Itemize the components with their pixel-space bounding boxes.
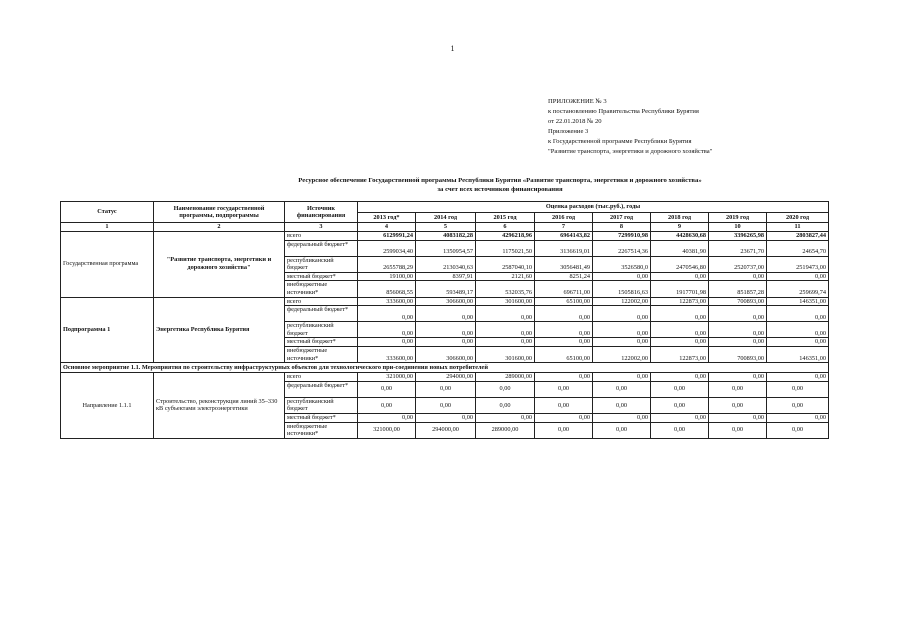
table-row bbox=[61, 232, 829, 241]
value-cell: 0,00 bbox=[358, 322, 416, 338]
value-cell: 294000,00 bbox=[416, 373, 476, 382]
title-line: Ресурсное обеспечение Государственной программы Республики Бурятия «Развитие транспорта, энергетики и дорожного хозяйства» bbox=[298, 177, 702, 184]
value-cell: 0,00 bbox=[476, 381, 535, 397]
value-cell: 259699,74 bbox=[767, 281, 829, 297]
value-cell: 0,00 bbox=[651, 373, 709, 382]
column-number: 1 bbox=[61, 223, 154, 232]
value-cell: 1175021,50 bbox=[476, 240, 535, 256]
column-number: 5 bbox=[416, 223, 476, 232]
row-status: Направление 1.1.1 bbox=[61, 373, 154, 439]
value-cell: 24654,70 bbox=[767, 240, 829, 256]
column-number: 6 bbox=[476, 223, 535, 232]
value-cell: 0,00 bbox=[535, 381, 593, 397]
row-status: Подпрограмма 1 bbox=[61, 297, 154, 363]
table-row bbox=[61, 297, 829, 306]
value-cell: 3136619,01 bbox=[535, 240, 593, 256]
value-cell: 851857,28 bbox=[709, 281, 767, 297]
value-cell: 700893,00 bbox=[709, 346, 767, 362]
value-cell: 8397,91 bbox=[416, 272, 476, 281]
value-cell: 0,00 bbox=[709, 272, 767, 281]
appendix-line: Приложение 3 bbox=[548, 128, 589, 136]
value-cell: 0,00 bbox=[767, 381, 829, 397]
value-cell: 0,00 bbox=[416, 338, 476, 347]
funding-source: внебюджетные источники* bbox=[285, 281, 358, 297]
value-cell: 23671,70 bbox=[709, 240, 767, 256]
value-cell: 0,00 bbox=[767, 397, 829, 413]
header-year: 2017 год bbox=[593, 213, 651, 223]
value-cell: 2599034,40 bbox=[358, 240, 416, 256]
column-number: 4 bbox=[358, 223, 416, 232]
appendix-line: от 22.01.2018 № 20 bbox=[548, 118, 602, 126]
value-cell: 2587040,10 bbox=[476, 256, 535, 272]
value-cell: 289000,00 bbox=[476, 373, 535, 382]
main-activity-row bbox=[61, 363, 829, 373]
header-year: 2015 год bbox=[476, 213, 535, 223]
value-cell: 0,00 bbox=[476, 338, 535, 347]
header-year: 2020 год bbox=[767, 213, 829, 223]
value-cell: 6964143,82 bbox=[535, 232, 593, 241]
value-cell: 0,00 bbox=[709, 422, 767, 438]
value-cell: 700893,00 bbox=[709, 297, 767, 306]
appendix-line: "Развитие транспорта, энергетики и дорожного хозяйства" bbox=[548, 148, 713, 156]
value-cell: 2267514,36 bbox=[593, 240, 651, 256]
value-cell: 146351,00 bbox=[767, 297, 829, 306]
value-cell: 2121,60 bbox=[476, 272, 535, 281]
funding-source: местный бюджет* bbox=[285, 413, 358, 422]
header-year: 2018 год bbox=[651, 213, 709, 223]
value-cell: 0,00 bbox=[767, 306, 829, 322]
value-cell: 65100,00 bbox=[535, 346, 593, 362]
value-cell: 0,00 bbox=[416, 413, 476, 422]
value-cell: 0,00 bbox=[593, 306, 651, 322]
value-cell: 0,00 bbox=[767, 338, 829, 347]
value-cell: 4296218,96 bbox=[476, 232, 535, 241]
column-number: 8 bbox=[593, 223, 651, 232]
document-title bbox=[0, 176, 905, 194]
value-cell: 0,00 bbox=[476, 397, 535, 413]
value-cell: 1350954,57 bbox=[416, 240, 476, 256]
value-cell: 0,00 bbox=[416, 397, 476, 413]
value-cell: 0,00 bbox=[709, 306, 767, 322]
value-cell: 301600,00 bbox=[476, 297, 535, 306]
value-cell: 306600,00 bbox=[416, 346, 476, 362]
value-cell: 333600,00 bbox=[358, 346, 416, 362]
table-row bbox=[61, 373, 829, 382]
value-cell: 4083182,28 bbox=[416, 232, 476, 241]
value-cell: 0,00 bbox=[651, 381, 709, 397]
value-cell: 0,00 bbox=[593, 381, 651, 397]
value-cell: 593489,17 bbox=[416, 281, 476, 297]
funding-source: местный бюджет* bbox=[285, 338, 358, 347]
row-status: Государственная программа bbox=[61, 232, 154, 298]
column-number: 3 bbox=[285, 223, 358, 232]
value-cell: 0,00 bbox=[416, 381, 476, 397]
value-cell: 0,00 bbox=[593, 272, 651, 281]
value-cell: 289000,00 bbox=[476, 422, 535, 438]
value-cell: 3396265,98 bbox=[709, 232, 767, 241]
column-number: 11 bbox=[767, 223, 829, 232]
value-cell: 0,00 bbox=[767, 413, 829, 422]
value-cell: 0,00 bbox=[767, 322, 829, 338]
value-cell: 0,00 bbox=[593, 422, 651, 438]
funding-source: местный бюджет* bbox=[285, 272, 358, 281]
value-cell: 0,00 bbox=[767, 422, 829, 438]
funding-source: федеральный бюджет* bbox=[285, 306, 358, 322]
value-cell: 0,00 bbox=[535, 422, 593, 438]
value-cell: 0,00 bbox=[709, 373, 767, 382]
value-cell: 0,00 bbox=[767, 272, 829, 281]
value-cell: 40381,90 bbox=[651, 240, 709, 256]
column-number: 7 bbox=[535, 223, 593, 232]
value-cell: 122873,00 bbox=[651, 346, 709, 362]
funding-source: внебюджетные источники* bbox=[285, 346, 358, 362]
header-year: 2014 год bbox=[416, 213, 476, 223]
value-cell: 0,00 bbox=[651, 272, 709, 281]
value-cell: 301600,00 bbox=[476, 346, 535, 362]
value-cell: 0,00 bbox=[709, 338, 767, 347]
value-cell: 8251,24 bbox=[535, 272, 593, 281]
value-cell: 2519473,00 bbox=[767, 256, 829, 272]
value-cell: 0,00 bbox=[476, 413, 535, 422]
funding-source: федеральный бюджет* bbox=[285, 381, 358, 397]
value-cell: 333600,00 bbox=[358, 297, 416, 306]
header-year: 2016 год bbox=[535, 213, 593, 223]
value-cell: 0,00 bbox=[416, 306, 476, 322]
value-cell: 0,00 bbox=[651, 397, 709, 413]
header-status: Статус bbox=[61, 202, 154, 223]
value-cell: 856068,55 bbox=[358, 281, 416, 297]
value-cell: 19100,00 bbox=[358, 272, 416, 281]
value-cell: 306600,00 bbox=[416, 297, 476, 306]
value-cell: 0,00 bbox=[358, 397, 416, 413]
column-number: 10 bbox=[709, 223, 767, 232]
funding-source: внебюджетные источники* bbox=[285, 422, 358, 438]
value-cell: 0,00 bbox=[358, 338, 416, 347]
funding-source: республиканский бюджет bbox=[285, 322, 358, 338]
column-number: 9 bbox=[651, 223, 709, 232]
budget-table bbox=[60, 201, 829, 439]
value-cell: 2655788,29 bbox=[358, 256, 416, 272]
appendix-block bbox=[548, 97, 712, 158]
row-name: Строительство, реконструкция линий 35–330 кВ субъектами электроэнергетики bbox=[154, 373, 285, 439]
value-cell: 0,00 bbox=[651, 413, 709, 422]
value-cell: 0,00 bbox=[535, 413, 593, 422]
header-name: Наименование государственной программы, подпрограммы bbox=[154, 202, 285, 223]
funding-source: всего bbox=[285, 373, 358, 382]
value-cell: 0,00 bbox=[535, 306, 593, 322]
value-cell: 2803827,44 bbox=[767, 232, 829, 241]
title-line: за счет всех источников финансирования bbox=[437, 186, 563, 193]
appendix-line: к Государственной программе Республики Бурятия bbox=[548, 138, 692, 146]
value-cell: 696711,00 bbox=[535, 281, 593, 297]
funding-source: всего bbox=[285, 297, 358, 306]
header-source: Источник финансирования bbox=[285, 202, 358, 223]
appendix-line: к постановлению Правительства Республики Бурятия bbox=[548, 108, 699, 116]
value-cell: 321000,00 bbox=[358, 422, 416, 438]
value-cell: 2470546,80 bbox=[651, 256, 709, 272]
value-cell: 0,00 bbox=[358, 306, 416, 322]
header-year: 2013 год* bbox=[358, 213, 416, 223]
value-cell: 146351,00 bbox=[767, 346, 829, 362]
value-cell: 0,00 bbox=[535, 338, 593, 347]
funding-source: республиканский бюджет bbox=[285, 256, 358, 272]
value-cell: 0,00 bbox=[593, 338, 651, 347]
value-cell: 122873,00 bbox=[651, 297, 709, 306]
value-cell: 294000,00 bbox=[416, 422, 476, 438]
value-cell: 0,00 bbox=[358, 413, 416, 422]
value-cell: 0,00 bbox=[651, 322, 709, 338]
value-cell: 0,00 bbox=[535, 373, 593, 382]
value-cell: 321000,00 bbox=[358, 373, 416, 382]
value-cell: 0,00 bbox=[593, 322, 651, 338]
value-cell: 0,00 bbox=[651, 422, 709, 438]
value-cell: 2520737,00 bbox=[709, 256, 767, 272]
value-cell: 1917701,98 bbox=[651, 281, 709, 297]
value-cell: 0,00 bbox=[476, 322, 535, 338]
main-activity-title: Основное мероприятие 1.1. Мероприятия по строительству инфраструктурных объектов для технологического при-соединения новых потребителей bbox=[61, 363, 829, 373]
funding-source: республиканский бюджет bbox=[285, 397, 358, 413]
column-number: 2 bbox=[154, 223, 285, 232]
funding-source: всего bbox=[285, 232, 358, 241]
value-cell: 0,00 bbox=[535, 322, 593, 338]
header-estimate: Оценка расходов (тыс.руб.), годы bbox=[358, 202, 829, 213]
value-cell: 0,00 bbox=[593, 413, 651, 422]
value-cell: 122002,00 bbox=[593, 346, 651, 362]
value-cell: 3056481,49 bbox=[535, 256, 593, 272]
value-cell: 0,00 bbox=[416, 322, 476, 338]
value-cell: 7299910,98 bbox=[593, 232, 651, 241]
table-body bbox=[61, 202, 829, 439]
header-row bbox=[61, 202, 829, 213]
value-cell: 0,00 bbox=[476, 306, 535, 322]
value-cell: 0,00 bbox=[358, 381, 416, 397]
value-cell: 0,00 bbox=[535, 397, 593, 413]
value-cell: 1505816,63 bbox=[593, 281, 651, 297]
value-cell: 65100,00 bbox=[535, 297, 593, 306]
value-cell: 532035,76 bbox=[476, 281, 535, 297]
row-name: Энергетика Республика Бурятия bbox=[154, 297, 285, 363]
value-cell: 6129991,24 bbox=[358, 232, 416, 241]
value-cell: 0,00 bbox=[709, 413, 767, 422]
value-cell: 4428630,68 bbox=[651, 232, 709, 241]
header-year: 2019 год bbox=[709, 213, 767, 223]
value-cell: 2130340,63 bbox=[416, 256, 476, 272]
page-number: 1 bbox=[450, 44, 455, 53]
column-number-row bbox=[61, 223, 829, 232]
value-cell: 122002,00 bbox=[593, 297, 651, 306]
value-cell: 0,00 bbox=[709, 397, 767, 413]
funding-source: федеральный бюджет* bbox=[285, 240, 358, 256]
value-cell: 0,00 bbox=[593, 397, 651, 413]
value-cell: 0,00 bbox=[593, 373, 651, 382]
value-cell: 0,00 bbox=[709, 381, 767, 397]
appendix-line: ПРИЛОЖЕНИЕ № 3 bbox=[548, 98, 607, 105]
value-cell: 3526580,0 bbox=[593, 256, 651, 272]
value-cell: 0,00 bbox=[709, 322, 767, 338]
row-name: "Развитие транспорта, энергетики и дорожного хозяйства" bbox=[154, 232, 285, 298]
value-cell: 0,00 bbox=[767, 373, 829, 382]
value-cell: 0,00 bbox=[651, 338, 709, 347]
value-cell: 0,00 bbox=[651, 306, 709, 322]
